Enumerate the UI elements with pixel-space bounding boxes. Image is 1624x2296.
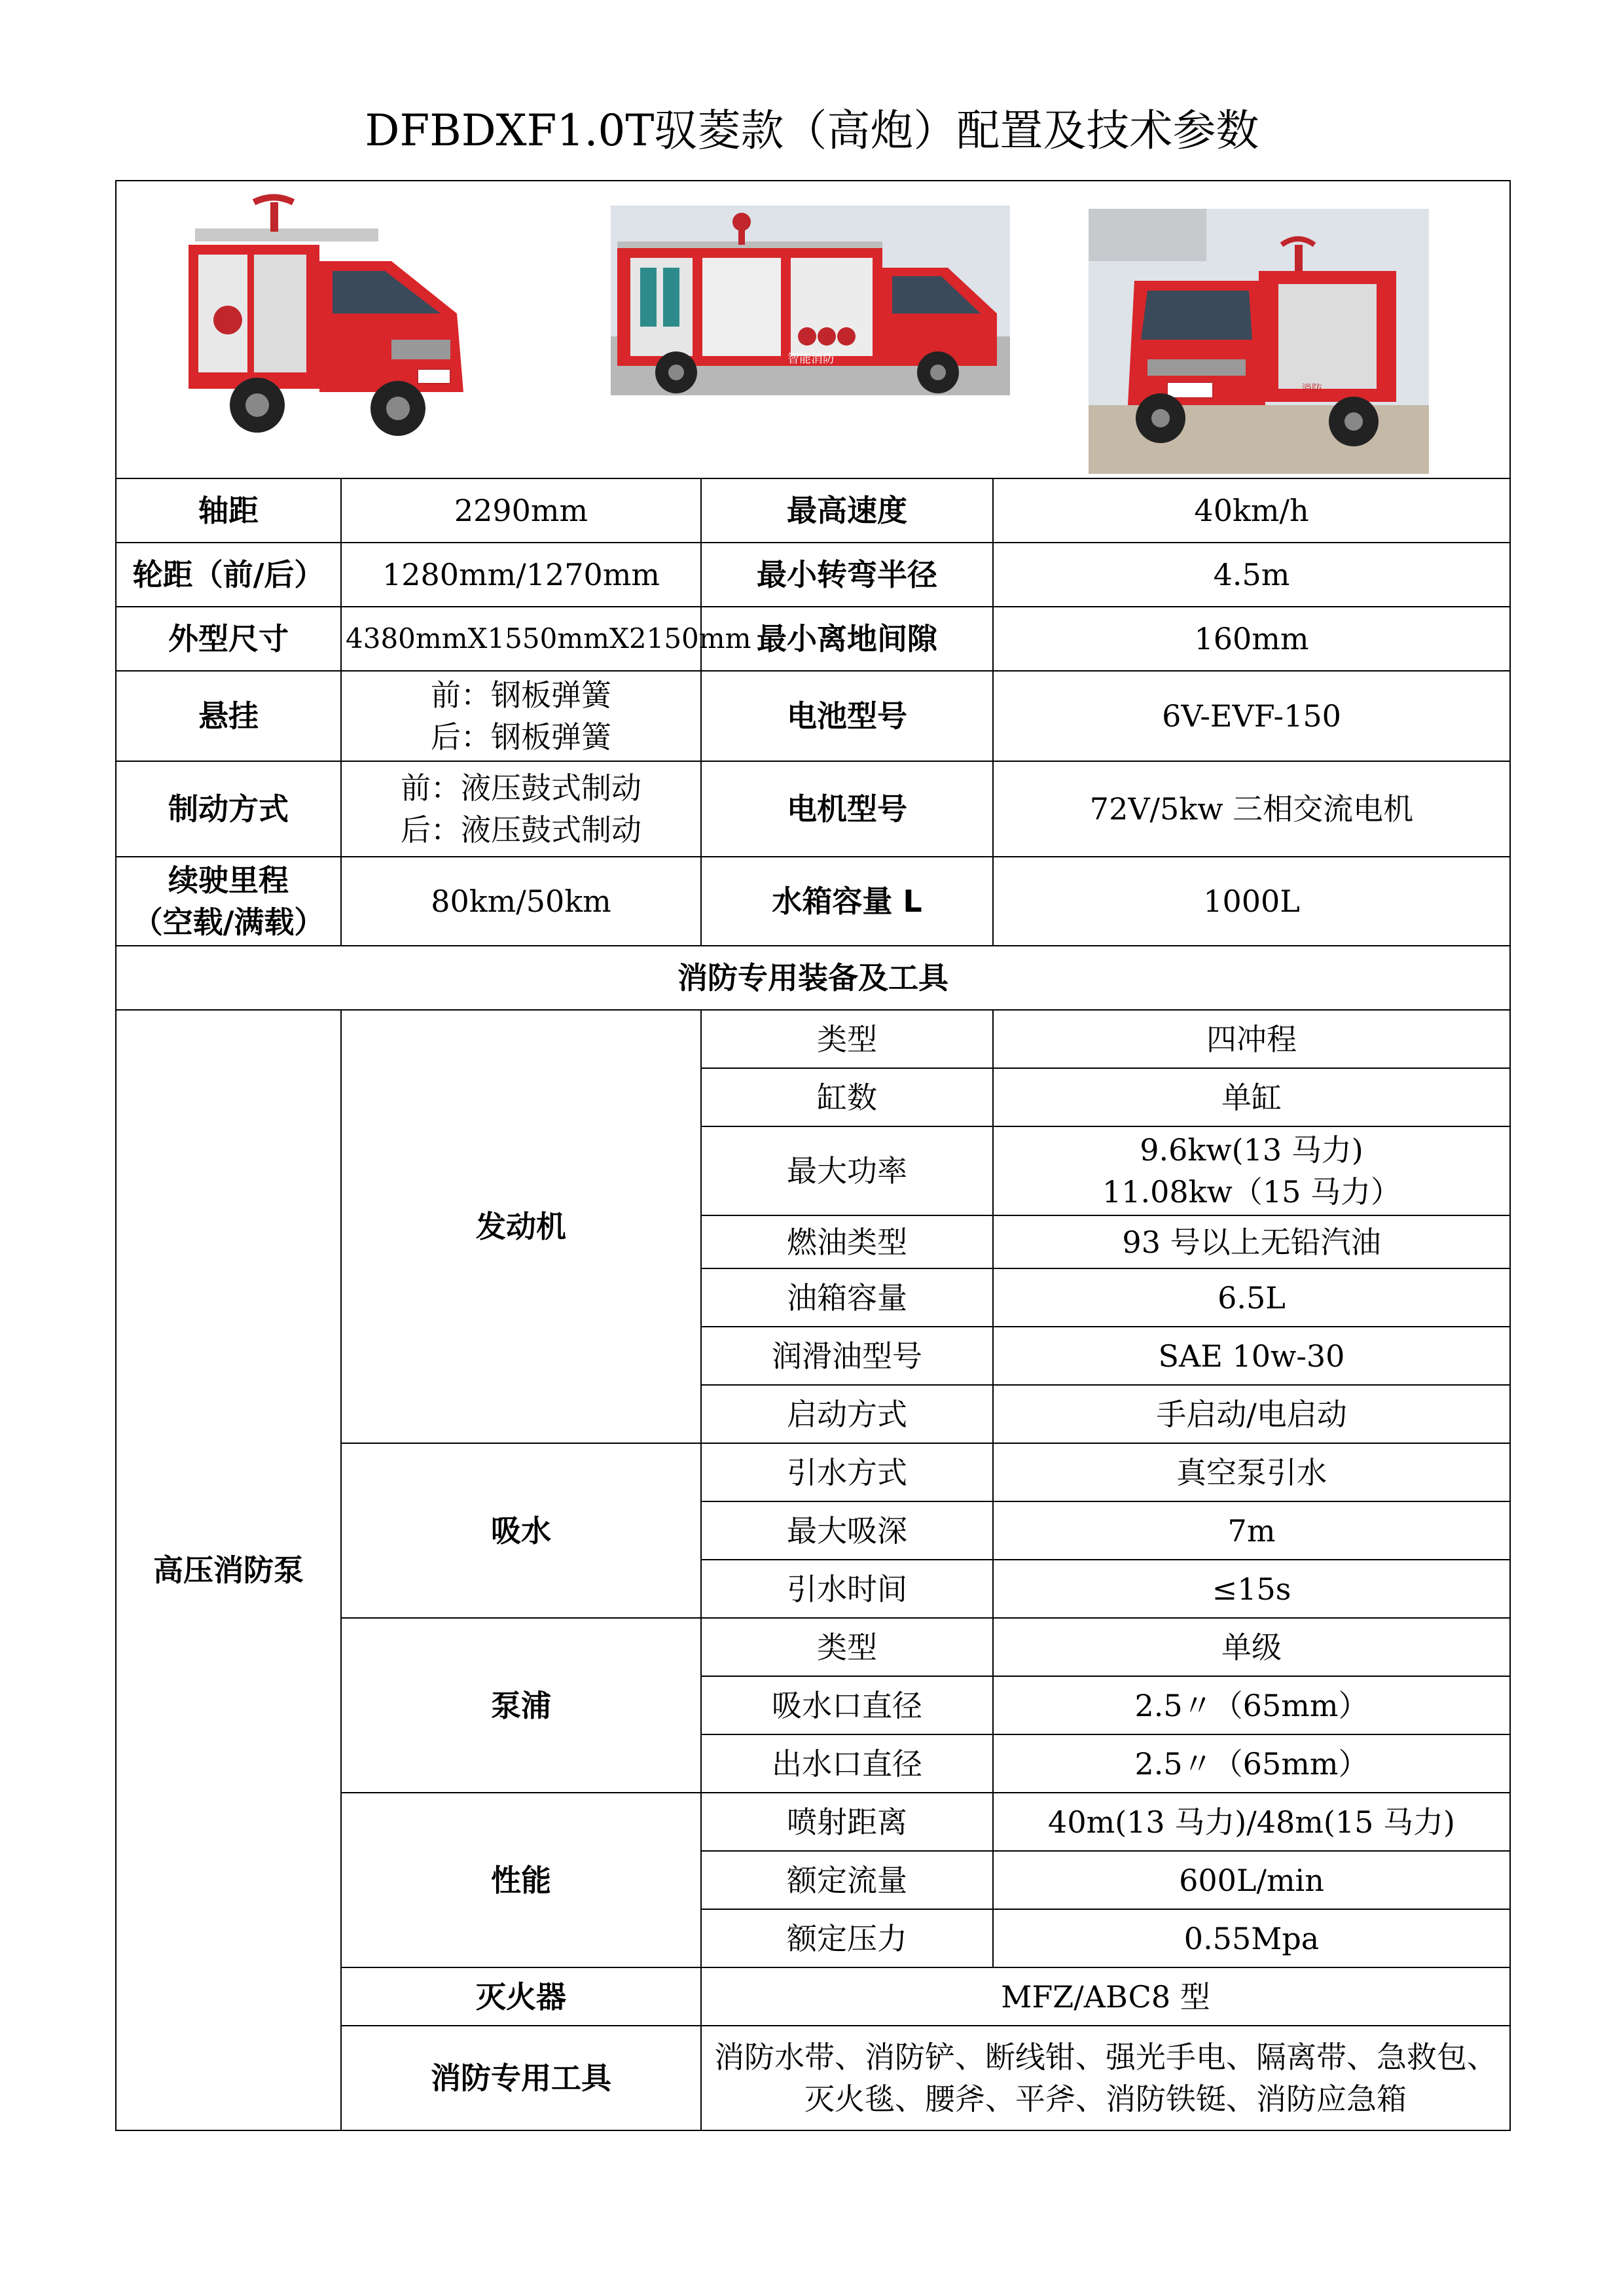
truck-door-text: 智能消防 — [787, 351, 835, 366]
row-label: 制动方式 — [116, 761, 341, 857]
table-row — [116, 543, 1510, 607]
pumpbody-label: 泵浦 — [341, 1618, 701, 1793]
table-row — [116, 761, 1510, 857]
value-line: 9.6kw(13 马力) — [1140, 1132, 1363, 1168]
table-row — [116, 607, 1510, 671]
param-key: 油箱容量 — [701, 1268, 993, 1327]
suction-label: 吸水 — [341, 1443, 701, 1618]
row-value: 80km/50km — [341, 857, 701, 946]
photo-row — [116, 181, 1510, 478]
value-line: 11.08kw（15 马力） — [1102, 1174, 1401, 1210]
param-value: 2.5〃（65mm） — [993, 1734, 1510, 1793]
param-value: ≤15s — [993, 1560, 1510, 1618]
param-value: SAE 10w-30 — [993, 1327, 1510, 1385]
tools-label: 消防专用工具 — [341, 2026, 701, 2130]
engine-label: 发动机 — [341, 1010, 701, 1443]
row-value: 72V/5kw 三相交流电机 — [993, 761, 1510, 857]
value-line: 前：液压鼓式制动 — [401, 770, 641, 806]
param-key: 类型 — [701, 1010, 993, 1068]
param-value: 单级 — [993, 1618, 1510, 1676]
row-value: 4380mmX1550mmX2150mm — [341, 607, 701, 671]
param-key: 缸数 — [701, 1068, 993, 1126]
table-row — [116, 478, 1510, 543]
param-key: 润滑油型号 — [701, 1327, 993, 1385]
param-key: 最大吸深 — [701, 1501, 993, 1560]
param-key: 启动方式 — [701, 1385, 993, 1443]
row-label: 最小离地间隙 — [701, 607, 993, 671]
row-label: 最小转弯半径 — [701, 543, 993, 607]
document-title: DFBDXF1.0T驭菱款（高炮）配置及技术参数 — [365, 105, 1259, 156]
row-value: 1000L — [993, 857, 1510, 946]
param-key: 引水时间 — [701, 1560, 993, 1618]
row-value: 2290mm — [341, 478, 701, 543]
param-key: 类型 — [701, 1618, 993, 1676]
param-value: 四冲程 — [993, 1010, 1510, 1068]
param-key: 出水口直径 — [701, 1734, 993, 1793]
row-value: 6V-EVF-150 — [993, 671, 1510, 761]
table-row — [116, 857, 1510, 946]
param-value: 40m(13 马力)/48m(15 马力) — [993, 1793, 1510, 1851]
truck-body-text: 消防 — [1301, 382, 1323, 395]
performance-label: 性能 — [341, 1793, 701, 1967]
value-line: 前：钢板弹簧 — [431, 677, 611, 713]
row-label: 电机型号 — [701, 761, 993, 857]
table-row — [116, 1010, 1510, 1068]
param-value: 7m — [993, 1501, 1510, 1560]
param-value: 0.55Mpa — [993, 1909, 1510, 1967]
row-value — [341, 761, 701, 857]
pump-label: 高压消防泵 — [116, 1010, 341, 2130]
table-row — [116, 671, 1510, 761]
param-value — [993, 1126, 1510, 1215]
label-line: 续驶里程 — [168, 863, 289, 898]
param-key: 额定流量 — [701, 1851, 993, 1909]
param-key: 喷射距离 — [701, 1793, 993, 1851]
extinguisher-label: 灭火器 — [341, 1967, 701, 2026]
param-value: 600L/min — [993, 1851, 1510, 1909]
param-key: 最大功率 — [701, 1126, 993, 1215]
row-label: 外型尺寸 — [116, 607, 341, 671]
photo-strip — [117, 183, 1509, 477]
param-key: 额定压力 — [701, 1909, 993, 1967]
section-header: 消防专用装备及工具 — [116, 946, 1510, 1010]
label-line: （空载/满载） — [132, 905, 325, 940]
section-header-row — [116, 946, 1510, 1010]
fire-truck-side-open-photo — [611, 206, 1010, 395]
row-label: 电池型号 — [701, 671, 993, 761]
row-label: 水箱容量 L — [701, 857, 993, 946]
row-label: 轴距 — [116, 478, 341, 543]
fire-truck-front-right-photo — [1089, 209, 1429, 474]
extinguisher-value: MFZ/ABC8 型 — [701, 1967, 1510, 2026]
photo-cell — [116, 181, 1510, 478]
row-label — [116, 857, 341, 946]
row-label: 最高速度 — [701, 478, 993, 543]
row-value — [341, 671, 701, 761]
param-value: 单缸 — [993, 1068, 1510, 1126]
param-key: 吸水口直径 — [701, 1676, 993, 1734]
fire-truck-front-left-photo — [175, 189, 490, 464]
row-label: 悬挂 — [116, 671, 341, 761]
param-value: 真空泵引水 — [993, 1443, 1510, 1501]
value-line: 后：钢板弹簧 — [431, 719, 611, 755]
param-key: 引水方式 — [701, 1443, 993, 1501]
row-value: 1280mm/1270mm — [341, 543, 701, 607]
row-value: 40km/h — [993, 478, 1510, 543]
value-line: 后：液压鼓式制动 — [401, 812, 641, 848]
row-label: 轮距（前/后） — [116, 543, 341, 607]
param-value: 93 号以上无铅汽油 — [993, 1215, 1510, 1268]
spec-table — [115, 180, 1511, 2131]
row-value: 4.5m — [993, 543, 1510, 607]
param-value: 2.5〃（65mm） — [993, 1676, 1510, 1734]
param-value: 6.5L — [993, 1268, 1510, 1327]
tools-value: 消防水带、消防铲、断线钳、强光手电、隔离带、急救包、灭火毯、腰斧、平斧、消防铁铤、消防应急箱 — [701, 2026, 1510, 2130]
row-value: 160mm — [993, 607, 1510, 671]
param-key: 燃油类型 — [701, 1215, 993, 1268]
param-value: 手启动/电启动 — [993, 1385, 1510, 1443]
